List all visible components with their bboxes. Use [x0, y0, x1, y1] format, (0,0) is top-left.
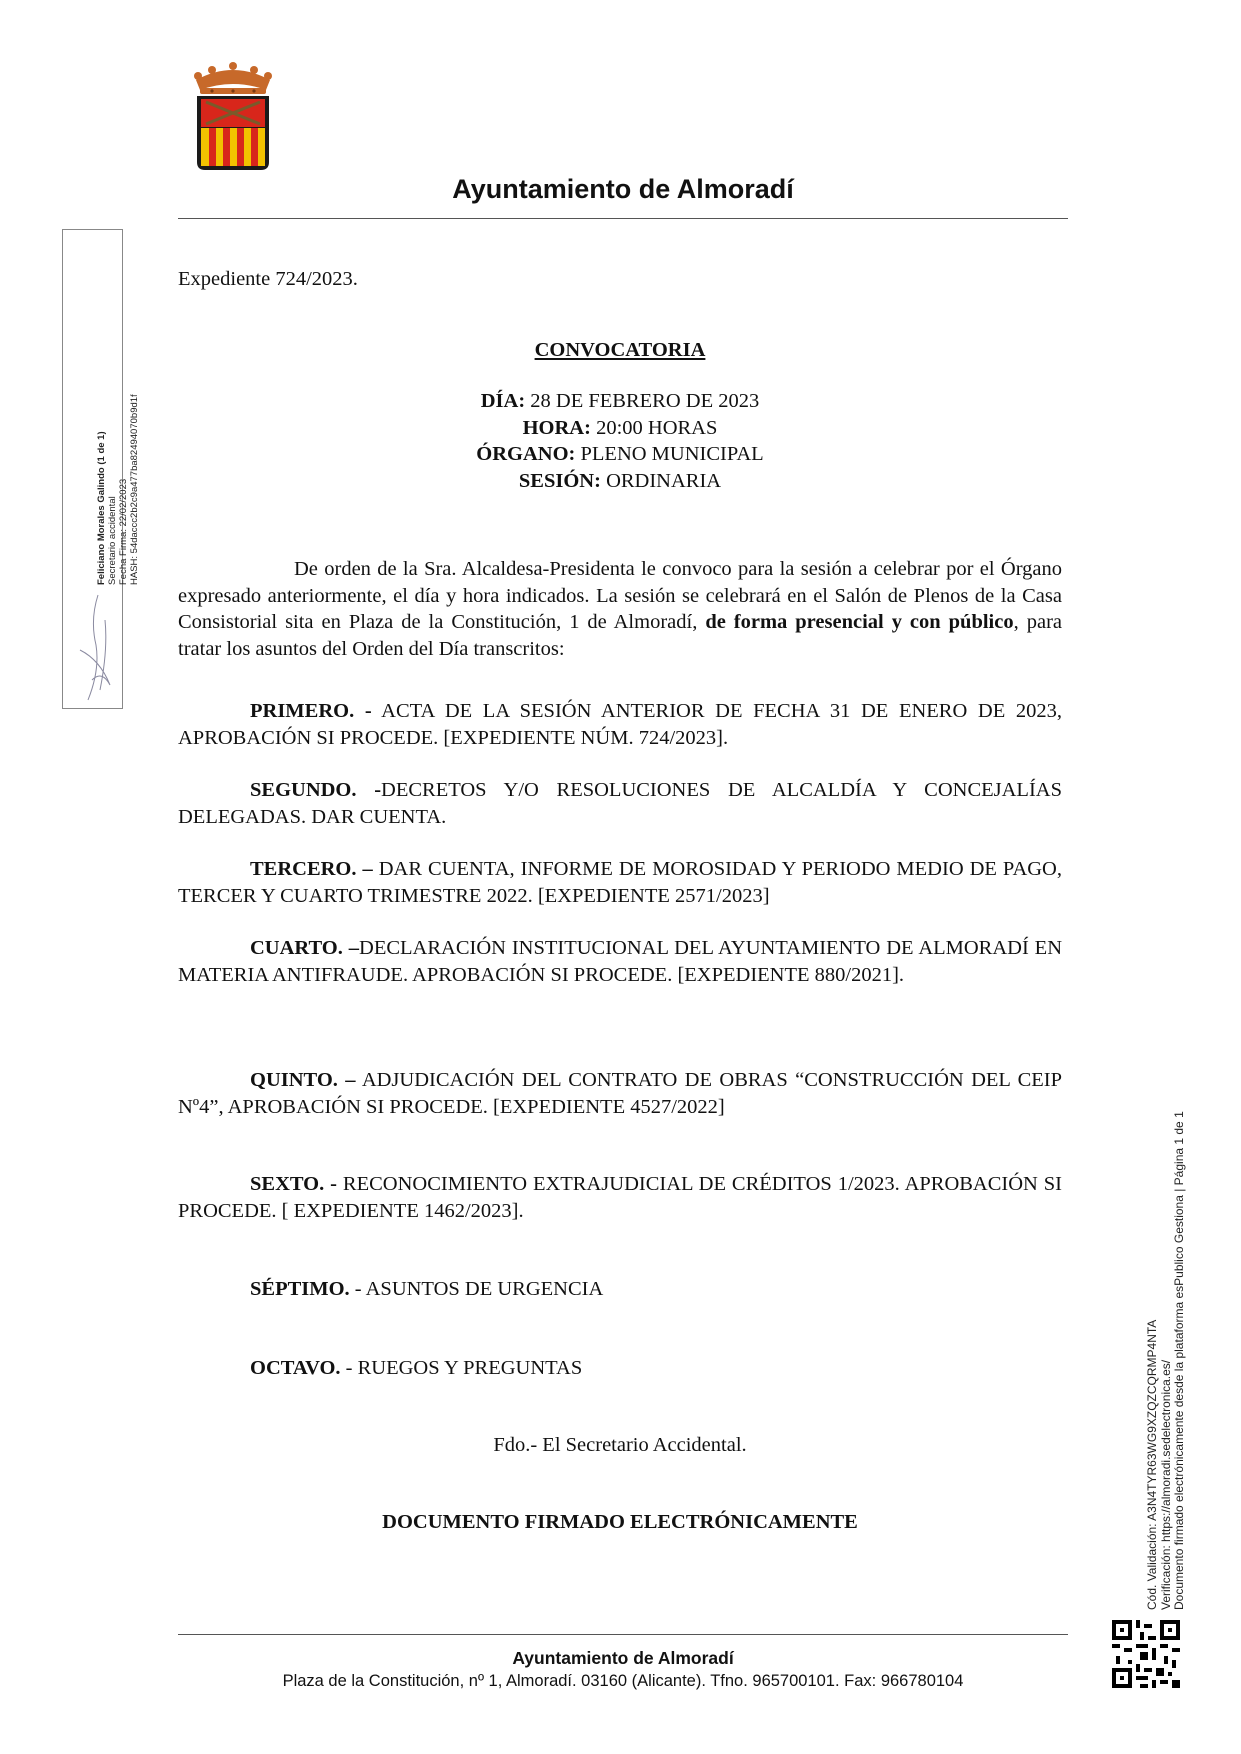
agenda-item: SEXTO. - RECONOCIMIENTO EXTRAJUDICIAL DE CRÉDITOS 1/2023. APROBACIÓN SI PROCEDE. [ EXPEDIENTE 1462/2023]. — [178, 1173, 1062, 1222]
intro-paragraph: De orden de la Sra. Alcaldesa-Presidenta le convoco para la sesión a celebrar por el Órgano expresado anteriormente, el día y hora indicados. La sesión se celebrará en el Salón de Plenos de la Casa Consistorial sita en Plaza de la Constitución, 1 de Almoradí, de forma presencial y con público, para tratar los asuntos del Orden del Día transcritos: — [178, 558, 1062, 660]
signature-stamp-text — [96, 165, 140, 585]
qr-code-icon[interactable] — [1112, 1620, 1180, 1688]
agenda-item: TERCERO. – DAR CUENTA, INFORME DE MOROSIDAD Y PERIODO MEDIO DE PAGO, TERCER Y CUARTO TRIMESTRE 2022. [EXPEDIENTE 2571/2023] — [178, 858, 1062, 907]
signer-role: Secretario accidental — [107, 496, 118, 585]
agenda-item: PRIMERO. - ACTA DE LA SESIÓN ANTERIOR DE FECHA 31 DE ENERO DE 2023, APROBACIÓN SI PROCEDE. [EXPEDIENTE NÚM. 724/2023]. — [178, 700, 1062, 749]
electronic-signature-notice: DOCUMENTO FIRMADO ELECTRÓNICAMENTE — [382, 1511, 858, 1533]
agenda-item: QUINTO. – ADJUDICACIÓN DEL CONTRATO DE OBRAS “CONSTRUCCIÓN DEL CEIP Nº4”, APROBACIÓN SI PROCEDE. [EXPEDIENTE 4527/2022] — [178, 1069, 1063, 1118]
meta-day: DÍA: 28 DE FEBRERO DE 2023 — [480, 390, 760, 412]
header-divider — [178, 218, 1068, 219]
header-title: Ayuntamiento de Almoradí — [452, 174, 794, 204]
validation-strip — [1146, 1090, 1187, 1610]
signature-hash: HASH: 54daccc2b2c9a477ba82494070b9d1f — [129, 394, 140, 585]
footer-organization: Ayuntamiento de Almoradí — [512, 1648, 734, 1668]
meta-hour: HORA: 20:00 HORAS — [522, 416, 718, 439]
agenda-item: OCTAVO. - RUEGOS Y PREGUNTAS — [250, 1357, 583, 1379]
agenda-item: CUARTO. –DECLARACIÓN INSTITUCIONAL DEL AYUNTAMIENTO DE ALMORADÍ EN MATERIA ANTIFRAUDE. APROBACIÓN SI PROCEDE. [EXPEDIENTE 880/2021]. — [178, 937, 1063, 986]
expediente-number: Expediente 724/2023. — [178, 268, 358, 290]
signature-date: Fecha Firma: 22/02/2023 — [118, 478, 129, 585]
signer-name: Feliciano Morales Galindo (1 de 1) — [96, 431, 107, 585]
handwritten-signature — [70, 590, 120, 705]
platform-note: Documento firmado electrónicamente desde la plataforma esPublico Gestiona | Página 1 de 1 — [1172, 1111, 1186, 1610]
validation-code: Cód. Validación: A3N4TYR63WG9XZQZCQRMP4NTA — [1145, 1319, 1159, 1610]
signature-line: Fdo.- El Secretario Accidental. — [493, 1434, 747, 1456]
document-title: CONVOCATORIA — [534, 339, 706, 361]
session-details — [178, 388, 1062, 494]
verification-url[interactable]: Verificación: https://almoradi.sedelectronica.es/ — [1158, 1359, 1173, 1610]
municipal-crest-logo — [192, 58, 274, 172]
agenda-item: SEGUNDO. -DECRETOS Y/O RESOLUCIONES DE ALCALDÍA Y CONCEJALÍAS DELEGADAS. DAR CUENTA. — [178, 779, 1062, 828]
footer-address: Plaza de la Constitución, nº 1, Almoradí. 03160 (Alicante). Tfno. 965700101. Fax: 966780104 — [282, 1672, 964, 1690]
agenda-item: SÉPTIMO. - ASUNTOS DE URGENCIA — [250, 1278, 604, 1300]
meta-organ: ÓRGANO: PLENO MUNICIPAL — [476, 443, 764, 465]
footer-divider — [178, 1634, 1068, 1635]
meta-session: SESIÓN: ORDINARIA — [518, 469, 722, 492]
